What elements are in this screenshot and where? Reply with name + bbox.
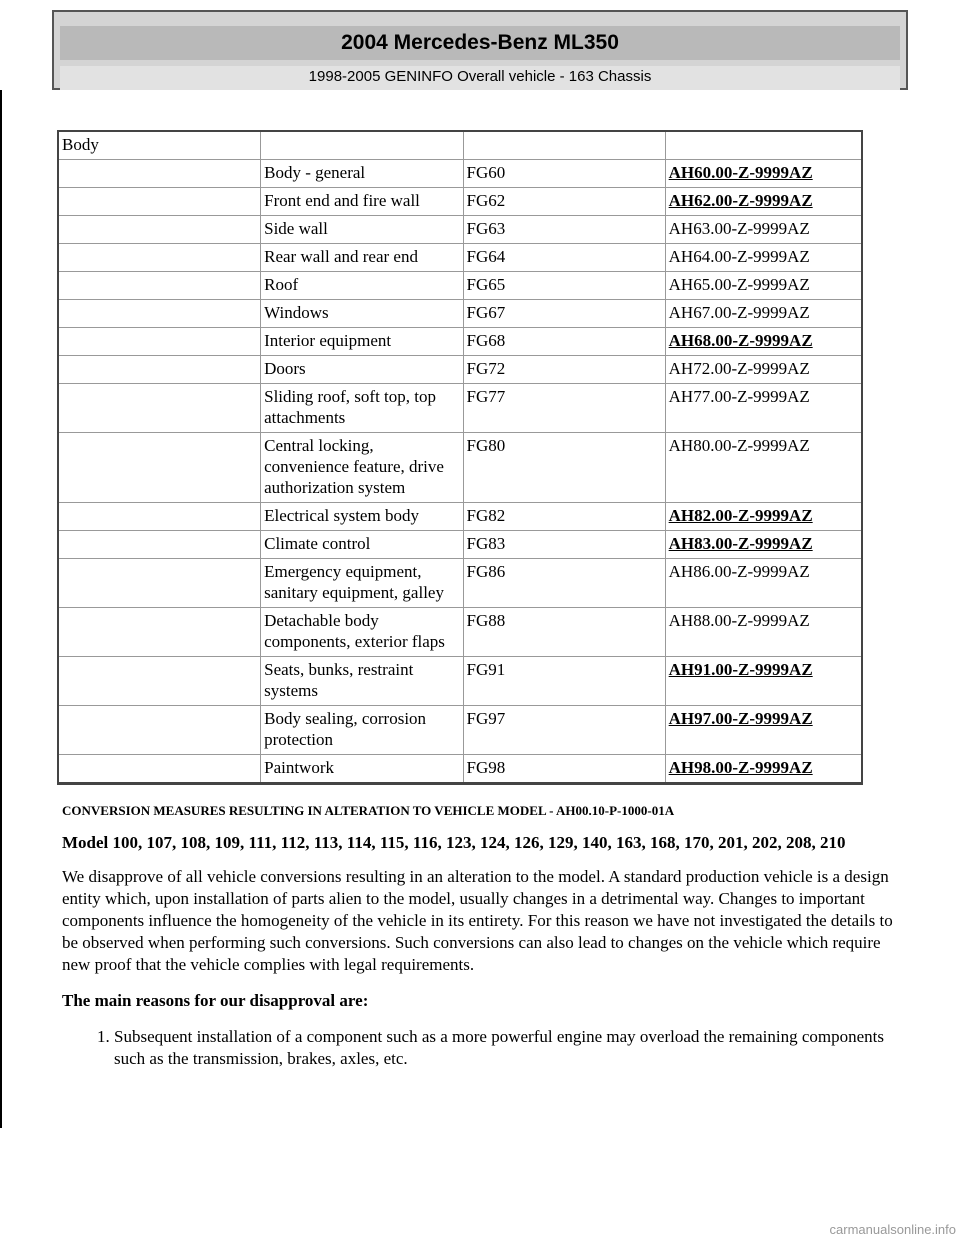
table-row [58, 188, 862, 216]
list-item: 1. Subsequent installation of a component such as a more powerful engine may overload the remaining components such as the transmission, brakes, axles, etc. [114, 1026, 912, 1070]
table-row [58, 755, 862, 784]
function-group: FG77 [463, 384, 665, 433]
function-group: FG67 [463, 300, 665, 328]
document-code: AH72.00-Z-9999AZ [668, 359, 810, 378]
table-row [58, 384, 862, 433]
table-row [58, 356, 862, 384]
function-group: FG88 [463, 608, 665, 657]
table-row [58, 160, 862, 188]
function-group: FG91 [463, 657, 665, 706]
body-parts-table [57, 130, 863, 785]
group-name: Doors [261, 356, 463, 384]
watermark: carmanualsonline.info [829, 1222, 956, 1237]
function-group: FG80 [463, 433, 665, 503]
conversion-section [62, 792, 912, 1070]
group-name: Paintwork [261, 755, 463, 784]
document-link[interactable]: AH82.00-Z-9999AZ [668, 506, 813, 525]
group-name: Body sealing, corrosion protection [261, 706, 463, 755]
function-group: FG86 [463, 559, 665, 608]
document-title: 2004 Mercedes-Benz ML350 [60, 26, 900, 60]
function-group: FG68 [463, 328, 665, 356]
document-header [52, 10, 908, 90]
table-row [58, 244, 862, 272]
document-code: AH67.00-Z-9999AZ [668, 303, 810, 322]
group-name: Central locking, convenience feature, drive authorization system [261, 433, 463, 503]
table-row [58, 503, 862, 531]
table-row [58, 657, 862, 706]
group-name: Electrical system body [261, 503, 463, 531]
function-group: FG97 [463, 706, 665, 755]
document-code: AH63.00-Z-9999AZ [668, 219, 810, 238]
document-code: AH65.00-Z-9999AZ [668, 275, 810, 294]
document-link[interactable]: AH97.00-Z-9999AZ [668, 709, 813, 728]
group-name: Body - general [261, 160, 463, 188]
group-name: Windows [261, 300, 463, 328]
document-link[interactable]: AH68.00-Z-9999AZ [668, 331, 813, 350]
table-row [58, 608, 862, 657]
function-group: FG82 [463, 503, 665, 531]
table-row [58, 328, 862, 356]
group-name: Seats, bunks, restraint systems [261, 657, 463, 706]
document-link[interactable]: AH83.00-Z-9999AZ [668, 534, 813, 553]
group-name: Detachable body components, exterior flaps [261, 608, 463, 657]
section-label: Body [58, 131, 261, 160]
table-row [58, 531, 862, 559]
table-section-row [58, 131, 862, 160]
document-link[interactable]: AH91.00-Z-9999AZ [668, 660, 813, 679]
function-group: FG62 [463, 188, 665, 216]
table-row [58, 706, 862, 755]
group-name: Sliding roof, soft top, top attachments [261, 384, 463, 433]
group-name: Interior equipment [261, 328, 463, 356]
document-code: AH80.00-Z-9999AZ [668, 436, 810, 455]
table-row [58, 272, 862, 300]
group-name: Front end and fire wall [261, 188, 463, 216]
table-row [58, 433, 862, 503]
table-row [58, 559, 862, 608]
group-name: Climate control [261, 531, 463, 559]
document-link[interactable]: AH60.00-Z-9999AZ [668, 163, 813, 182]
reasons-heading: The main reasons for our disapproval are: [62, 991, 369, 1010]
document-link[interactable]: AH62.00-Z-9999AZ [668, 191, 813, 210]
document-link[interactable]: AH98.00-Z-9999AZ [668, 758, 813, 777]
function-group: FG83 [463, 531, 665, 559]
function-group: FG64 [463, 244, 665, 272]
group-name: Emergency equipment, sanitary equipment, galley [261, 559, 463, 608]
group-name: Roof [261, 272, 463, 300]
document-code: AH64.00-Z-9999AZ [668, 247, 810, 266]
reasons-list [62, 1026, 912, 1070]
function-group: FG72 [463, 356, 665, 384]
function-group: FG63 [463, 216, 665, 244]
document-code: AH86.00-Z-9999AZ [668, 562, 810, 581]
table-row [58, 300, 862, 328]
model-list: Model 100, 107, 108, 109, 111, 112, 113, 114, 115, 116, 123, 124, 126, 129, 140, 163, 168, 170, 201, 202, 208, 210 [62, 833, 846, 852]
function-group: FG60 [463, 160, 665, 188]
conversion-paragraph: We disapprove of all vehicle conversions resulting in an alteration to the model. A standard production vehicle is a design entity which, upon installation of parts alien to the model, usually changes in a detrimental way. Changes to important components influence the homogeneity of the vehicle in its entirety. For this reason we have not investigated the details to be observed when performing such conversions. Such conversions can also lead to changes on the vehicle which require new proof that the vehicle complies with legal requirements. [62, 867, 893, 974]
table-row [58, 216, 862, 244]
function-group: FG98 [463, 755, 665, 784]
function-group: FG65 [463, 272, 665, 300]
conversion-heading: CONVERSION MEASURES RESULTING IN ALTERATION TO VEHICLE MODEL - AH00.10-P-1000-01A [62, 803, 675, 818]
group-name: Side wall [261, 216, 463, 244]
document-subtitle: 1998-2005 GENINFO Overall vehicle - 163 Chassis [60, 66, 900, 90]
document-code: AH77.00-Z-9999AZ [668, 387, 810, 406]
document-code: AH88.00-Z-9999AZ [668, 611, 810, 630]
group-name: Rear wall and rear end [261, 244, 463, 272]
